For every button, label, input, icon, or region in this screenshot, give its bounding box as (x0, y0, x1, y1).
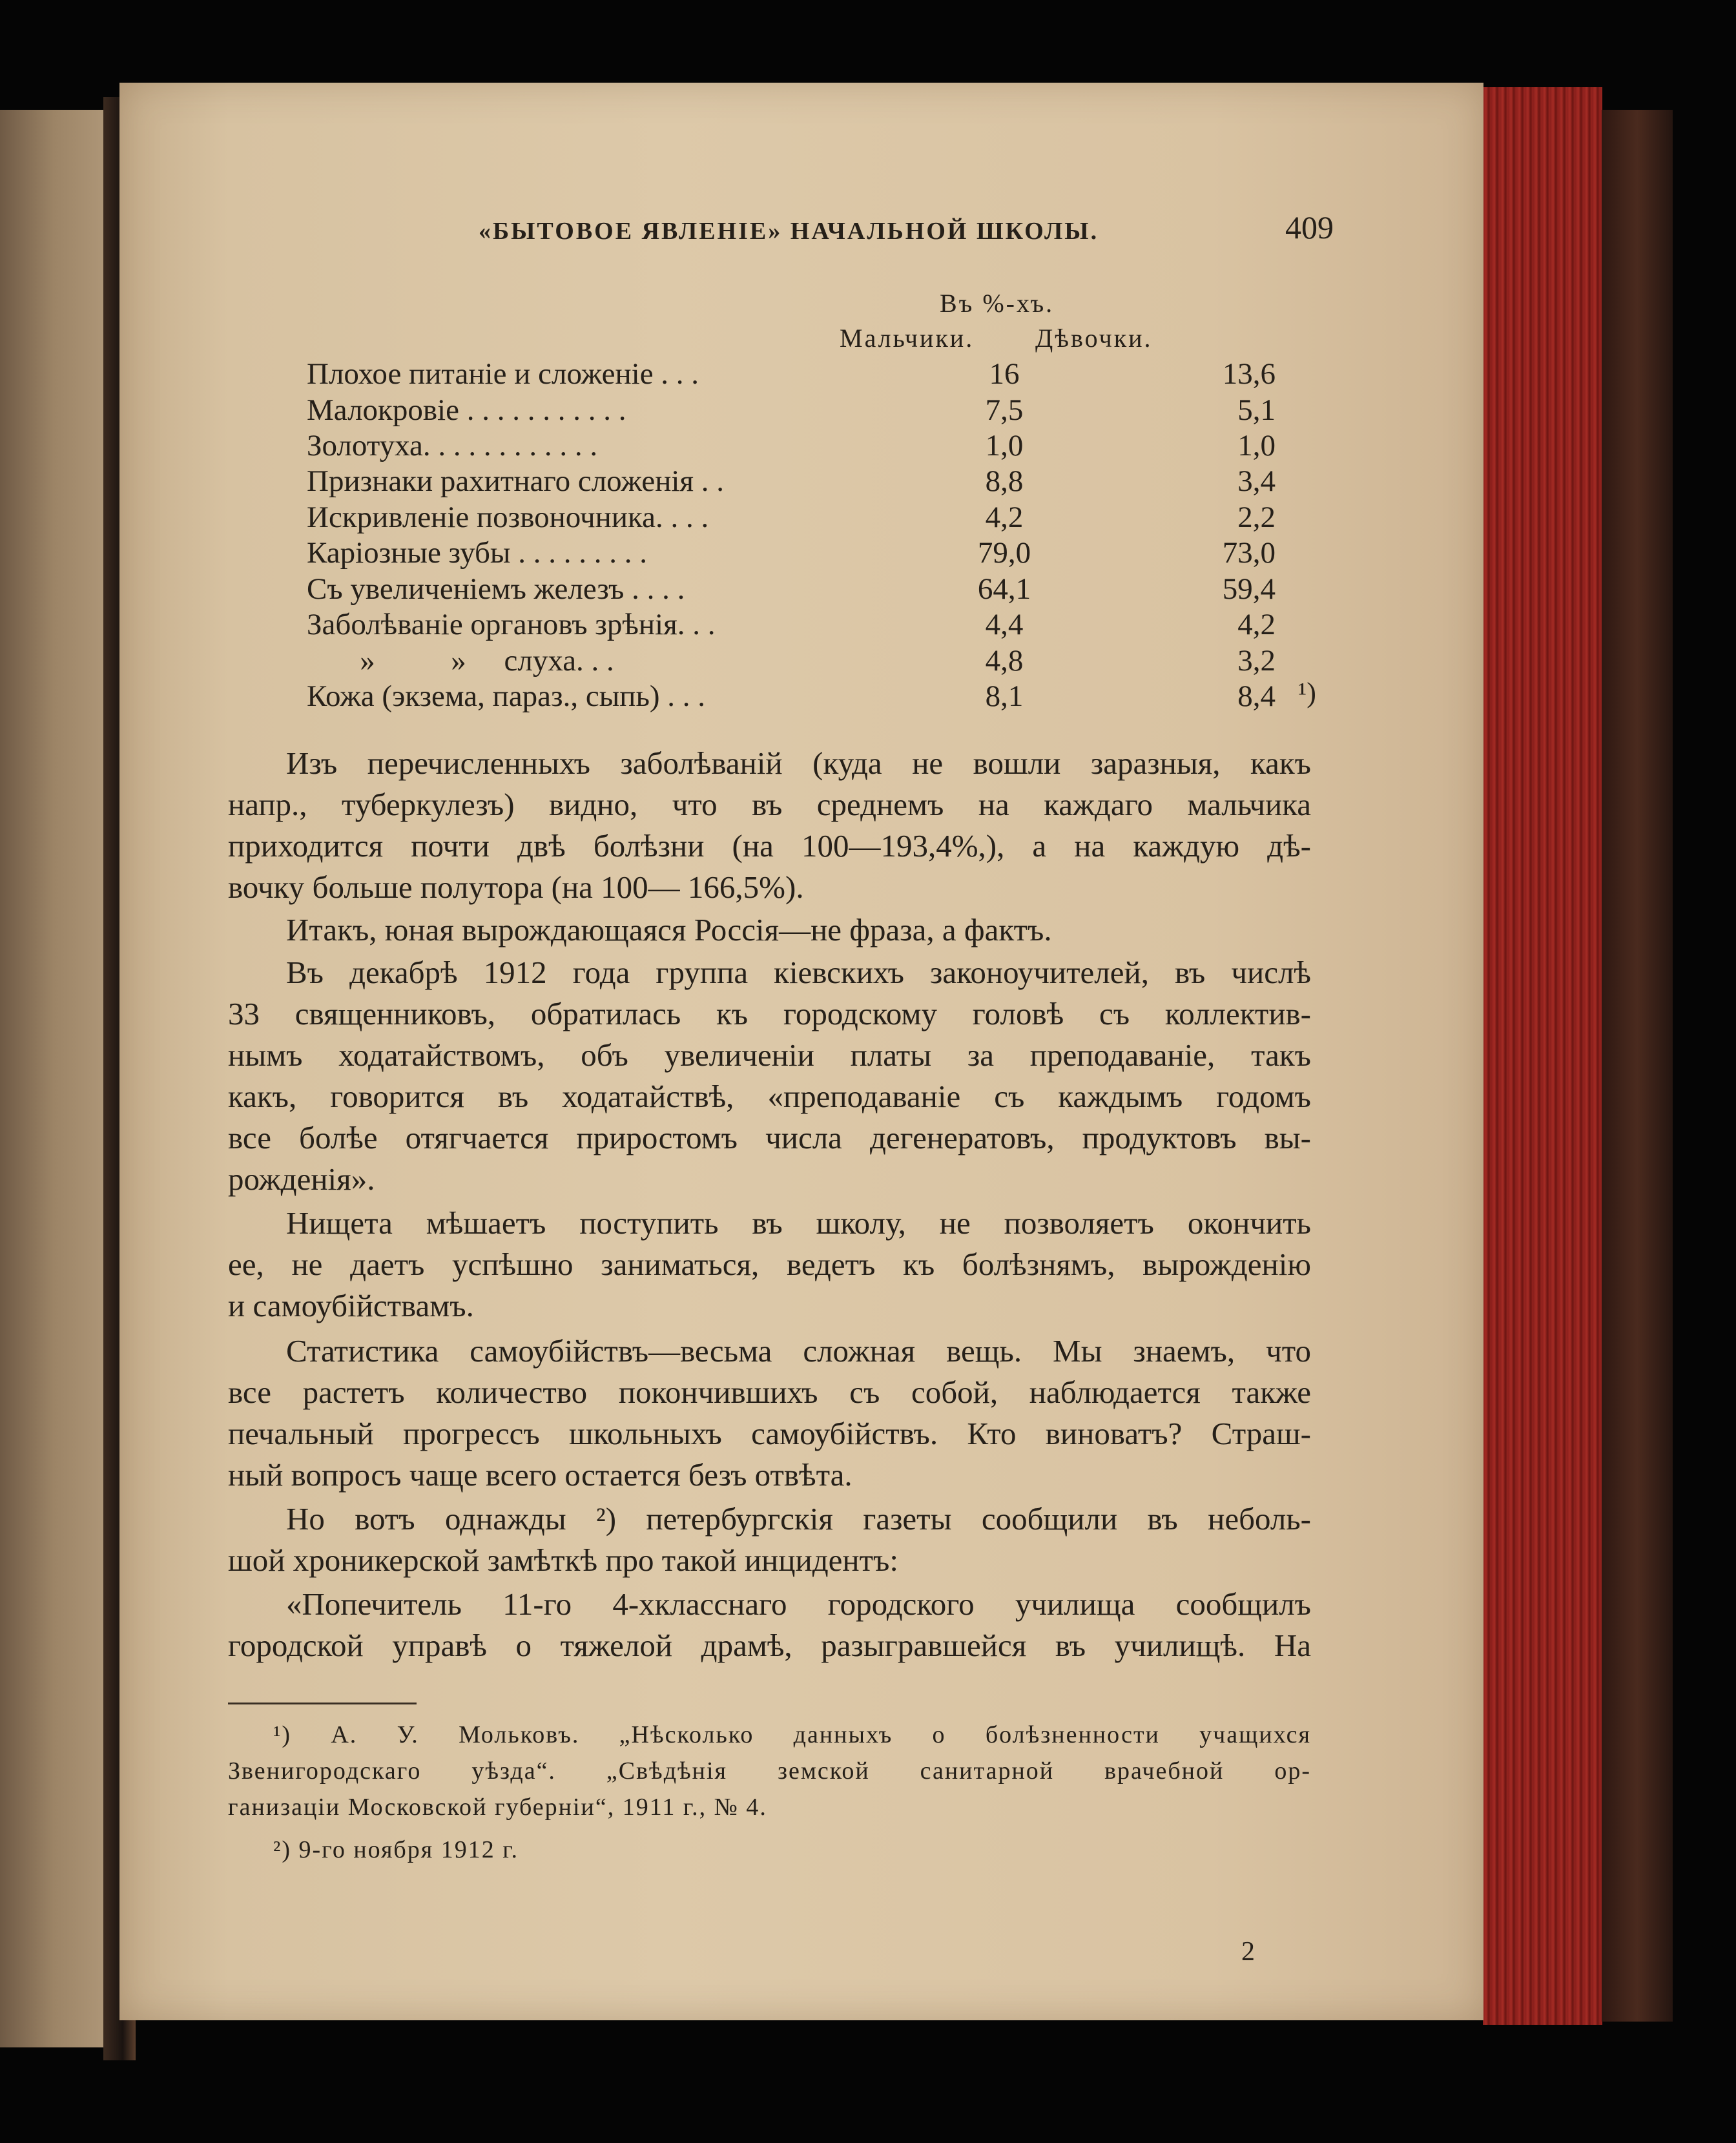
row-value-boys: 7,5 (985, 393, 1024, 427)
book-cover-edge (1602, 110, 1673, 2022)
row-value-girls: 3,4 (1237, 464, 1276, 498)
table-row (307, 357, 1405, 393)
table-row (307, 464, 1405, 500)
row-label: Каріозные зубы . . . . . . . . . (307, 536, 648, 570)
table-row (307, 500, 1405, 536)
row-value-girls: 2,2 (1237, 501, 1276, 534)
row-label: Признаки рахитнаго сложенія . . (307, 464, 725, 498)
row-value-boys: 4,8 (985, 644, 1024, 678)
footnote-line: ганизаціи Московской губерніи“, 1911 г., № 4. (228, 1794, 767, 1821)
row-value-boys: 1,0 (985, 429, 1024, 462)
text-line: приходится почти двѣ болѣзни (на 100—193,4%,), а на каждую дѣ- (228, 828, 1311, 864)
table-row (307, 643, 1405, 679)
row-value-girls: 5,1 (1237, 393, 1276, 427)
text-line: ее, не даетъ успѣшно заниматься, ведетъ къ болѣзнямъ, вырожденію (228, 1247, 1311, 1282)
row-label: Плохое питаніе и сложеніе . . . (307, 357, 699, 391)
text-line: нымъ ходатайствомъ, объ увеличеніи платы за преподаваніе, такъ (228, 1037, 1311, 1073)
text-line: печальный прогрессъ школьныхъ самоубійствъ. Кто виноватъ? Страш- (228, 1416, 1311, 1451)
text-line: и самоубійствамъ. (228, 1288, 474, 1323)
row-value-boys: 4,4 (985, 608, 1024, 641)
row-value-girls: 8,4 (1237, 679, 1276, 713)
table-row (307, 393, 1405, 429)
text-line: все болѣе отягчается приростомъ числа дегенератовъ, продуктовъ вы- (228, 1120, 1311, 1155)
text-line: рожденія». (228, 1161, 375, 1197)
text-line: Изъ перечисленныхъ заболѣваній (куда не вошли заразныя, какъ (286, 745, 1311, 781)
row-value-girls: 3,2 (1237, 644, 1276, 678)
text-line: какъ, говорится въ ходатайствѣ, «преподаваніе съ каждымъ годомъ (228, 1079, 1311, 1114)
page-number: 409 (1285, 209, 1334, 245)
row-label: Золотуха. . . . . . . . . . . . (307, 429, 598, 462)
footnote-line: Звенигородскаго уѣзда“. „Свѣдѣнія земской санитарной врачебной ор- (228, 1757, 1311, 1785)
text-line: Итакъ, юная вырождающаяся Россія—не фраза, а фактъ. (286, 912, 1052, 947)
table-row (307, 679, 1405, 715)
row-value-boys: 79,0 (977, 536, 1031, 570)
left-facing-page (0, 110, 119, 2047)
table-row (307, 428, 1405, 464)
table-header-boys: Мальчики. (840, 324, 975, 353)
text-line: шой хроникерской замѣткѣ про такой инцидентъ: (228, 1542, 898, 1578)
text-line: все растетъ количество покончившихъ съ собой, наблюдается также (228, 1374, 1311, 1410)
row-label: » » слуха. . . (307, 644, 614, 678)
footnote-line: ²) 9-го ноября 1912 г. (273, 1836, 519, 1863)
row-label: Малокровіе . . . . . . . . . . . (307, 393, 626, 427)
row-value-girls: 13,6 (1222, 357, 1276, 391)
row-value-girls: 73,0 (1222, 536, 1276, 570)
signature-mark: 2 (1241, 1937, 1255, 1967)
footnote-rule (228, 1703, 417, 1704)
red-page-edges (1483, 87, 1602, 2025)
text-line: Статистика самоубійствъ—весьма сложная вещь. Мы знаемъ, что (286, 1333, 1311, 1369)
row-value-boys: 4,2 (985, 501, 1024, 534)
row-label: Кожа (экзема, параз., сыпь) . . . (307, 679, 706, 713)
table-header-girls: Дѣвочки. (1035, 324, 1153, 353)
table-row (307, 535, 1405, 572)
row-value-girls: 4,2 (1237, 608, 1276, 641)
running-head: «БЫТОВОЕ ЯВЛЕНІЕ» НАЧАЛЬНОЙ ШКОЛЫ. (479, 218, 1099, 245)
row-value-girls: 59,4 (1222, 572, 1276, 606)
book-page (119, 83, 1483, 2020)
table-row (307, 572, 1405, 608)
row-value-boys: 8,1 (985, 679, 1024, 713)
row-value-boys: 16 (989, 357, 1020, 391)
text-line: «Попечитель 11-го 4-хкласснаго городского училища сообщилъ (286, 1586, 1311, 1622)
row-label: Съ увеличеніемъ железъ . . . . (307, 572, 685, 606)
table-row (307, 607, 1405, 643)
row-value-boys: 8,8 (985, 464, 1024, 498)
row-value-girls: 1,0 (1237, 429, 1276, 462)
table-unit-label: Въ %-хъ. (940, 289, 1055, 318)
text-line: Но вотъ однажды ²) петербургскія газеты сообщили въ неболь- (286, 1501, 1311, 1537)
text-line: Въ декабрѣ 1912 года группа кіевскихъ законоучителей, въ числѣ (286, 955, 1311, 990)
row-footnote-mark: ¹) (1298, 677, 1316, 709)
row-label: Искривленіе позвоночника. . . . (307, 501, 709, 534)
text-line: напр., туберкулезъ) видно, что въ среднемъ на каждаго мальчика (228, 787, 1311, 822)
row-value-boys: 64,1 (977, 572, 1031, 606)
footnote-line: ¹) А. У. Мольковъ. „Нѣсколько данныхъ о болѣзненности учащихся (273, 1721, 1311, 1748)
text-line: городской управѣ о тяжелой драмѣ, разыгравшейся въ училищѣ. На (228, 1628, 1311, 1663)
text-line: Нищета мѣшаетъ поступить въ школу, не позволяетъ окончить (286, 1205, 1311, 1241)
row-label: Заболѣваніе органовъ зрѣнія. . . (307, 608, 716, 641)
text-line: 33 священниковъ, обратилась къ городскому головѣ съ коллектив- (228, 996, 1311, 1031)
text-line: ный вопросъ чаще всего остается безъ отвѣта. (228, 1457, 852, 1493)
text-line: вочку больше полутора (на 100— 166,5%). (228, 869, 804, 905)
